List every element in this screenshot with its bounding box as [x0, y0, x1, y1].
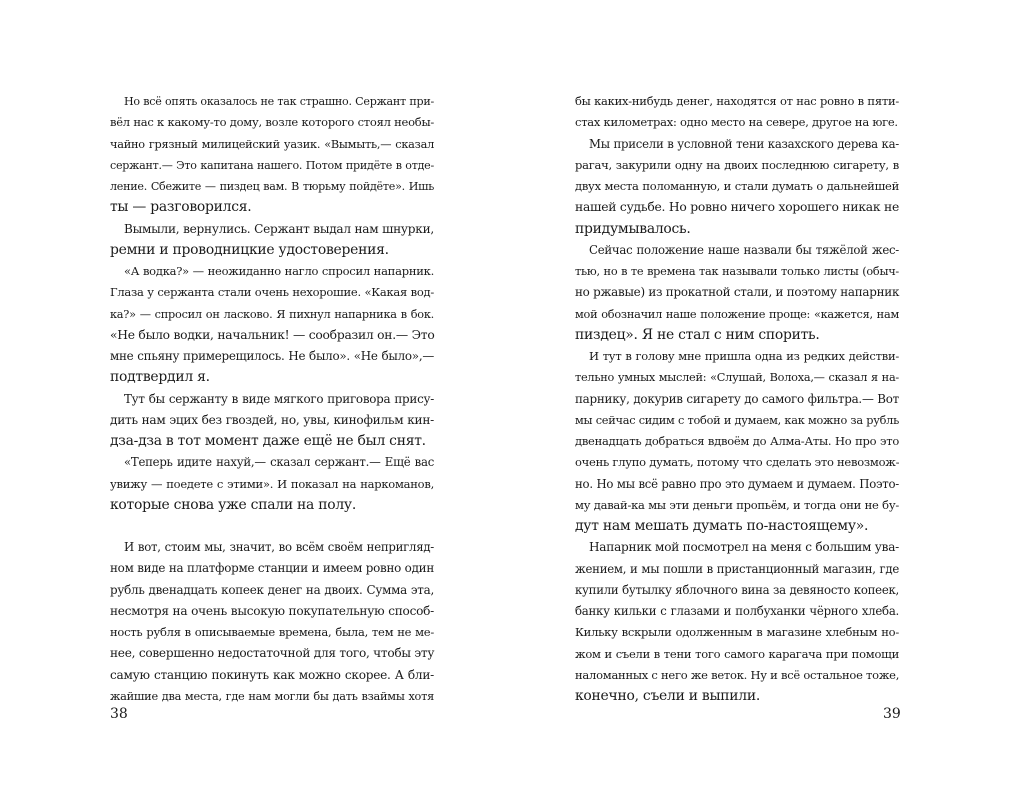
text-line: дза-дза в тот момент даже ещё не был снят.: [110, 433, 426, 449]
text-line: ремни и проводницкие удостоверения.: [110, 241, 389, 258]
text-line: рагач, закурили одну на двоих последнюю сигарету, в: [575, 157, 899, 172]
text-line: ном виде на платформе станции и имеем ровно один: [110, 561, 434, 576]
text-line: И тут в голову мне пришла одна из редких действи-: [589, 349, 899, 363]
text-line: мы сейчас сидим с тобой и думаем, как можно за рубль: [575, 413, 899, 427]
text-line: самую станцию покинуть как можно скорее. А бли-: [110, 667, 434, 682]
section-break: [110, 516, 434, 537]
text-line: Напарник мой посмотрел на меня с большим ува-: [589, 540, 899, 555]
text-line: пиздец». Я не стал с ним спорить.: [575, 326, 820, 343]
text-line: чайно грязный милицейский уазик. «Вымыть,— сказал: [110, 137, 434, 151]
text-line: «А водка?» — неожиданно нагло спросил напарник.: [124, 264, 434, 278]
text-line: очень глупо думать, потому что сделать это невозмож-: [575, 455, 900, 470]
text-line: парнику, докурив сигарету до самого фильтра.— Вот: [575, 391, 899, 406]
text-line: подтвердил я.: [110, 369, 210, 386]
text-line: «Не было водки, начальник! — сообразил он.— Это: [110, 327, 435, 342]
text-line: двух места поломанную, и стали думать о дальнейшей: [575, 179, 899, 193]
text-line: конечно, съели и выпили.: [575, 688, 761, 704]
text-line: рубль двенадцать копеек денег на двоих. Сумма эта,: [110, 582, 434, 597]
text-line: нее, совершенно недостаточной для того, чтобы эту: [110, 646, 435, 661]
text-line: дить нам эцих без гвоздей, но, увы, кинофильм кин-: [110, 412, 434, 427]
text-line: увижу — поедете с этими». И показал на наркоманов,: [110, 476, 434, 491]
text-line: тью, но в те времена так называли только листы (обыч-: [575, 265, 899, 278]
right-page-text: [575, 91, 899, 707]
text-line: жением, и мы пошли в пристанционный магазин, где: [575, 561, 899, 576]
text-line: жайшие два места, где нам могли бы дать взаймы хотя: [110, 689, 434, 703]
text-line: несмотря на очень высокую покупательную способ-: [110, 603, 434, 618]
text-line: Мы присели в условной тени казахского дерева ка-: [589, 136, 899, 151]
text-line: Тут бы сержанту в виде мягкого приговора прису-: [124, 391, 434, 406]
text-line: Но всё опять оказалось не так страшно. Сержант при-: [124, 95, 434, 108]
text-line: купили бутылку яблочного вина за девяносто копеек,: [575, 582, 899, 597]
text-line: мне спьяну примерещилось. Не было». «Не было»,—: [110, 349, 434, 363]
page-number-left: 38: [110, 706, 128, 722]
text-line: сержант.— Это капитана нашего. Потом придёте в отде-: [110, 158, 434, 172]
text-line: жом и съели в тени того самого карагача при помощи: [575, 646, 899, 661]
text-line: которые снова уже спали на полу.: [110, 496, 356, 513]
text-line: ность рубля в описываемые времена, была, тем не ме-: [110, 625, 434, 639]
text-line: но. Но мы всё равно про это думаем и думаем. Поэто-: [575, 476, 899, 491]
text-line: ка?» — спросил он ласково. Я пихнул напарника в бок.: [110, 307, 434, 321]
text-line: наломанных с него же веток. Ну и всё остальное тоже,: [575, 667, 900, 682]
text-line: придумывалось.: [575, 220, 691, 237]
text-line: Глаза у сержанта стали очень нехорошие. «Какая вод-: [110, 285, 434, 300]
left-page-text: [110, 91, 434, 707]
text-line: банку кильки с глазами и полбуханки чёрного хлеба.: [575, 604, 899, 618]
text-line: мой обозначил наше положение проще: «кажется, нам: [575, 307, 899, 321]
text-line: Сейчас положение наше назвали бы тяжёлой жес-: [589, 242, 899, 257]
text-line: дут нам мешать думать по-настоящему».: [575, 518, 869, 534]
text-line: му давай-ка мы эти деньги пропьём, и тогда они не бу-: [575, 497, 899, 512]
text-line: стах километрах: одно место на севере, другое на юге.: [575, 115, 898, 130]
text-line: двенадцать добраться вдвоём до Алма-Аты. Но про это: [575, 434, 899, 448]
text-line: тельно умных мыслей: «Слушай, Волоха,— сказал я на-: [575, 371, 899, 385]
text-line: бы каких-нибудь денег, находятся от нас ровно в пяти-: [575, 94, 899, 108]
text-line: вёл нас к какому-то дому, возле которого стоял необы-: [110, 115, 434, 130]
text-line: Кильку вскрыли одолженным в магазине хлебным но-: [575, 625, 899, 640]
text-line: нашей судьбе. Но ровно ничего хорошего никак не: [575, 200, 899, 215]
text-line: ты — разговорился.: [110, 199, 252, 216]
text-line: ление. Сбежите — пиздец вам. В тюрьму пойдёте». Ишь: [110, 180, 434, 193]
page-number-right: 39: [883, 706, 901, 722]
text-line: «Теперь идите нахуй,— сказал сержант.— Ещё вас: [124, 455, 434, 470]
text-line: но ржавые) из прокатной стали, и поэтому напарник: [575, 285, 900, 300]
text-line: Вымыли, вернулись. Сержант выдал нам шнурки,: [124, 221, 434, 236]
text-line: И вот, стоим мы, значит, во всём своём непригляд-: [124, 540, 434, 554]
